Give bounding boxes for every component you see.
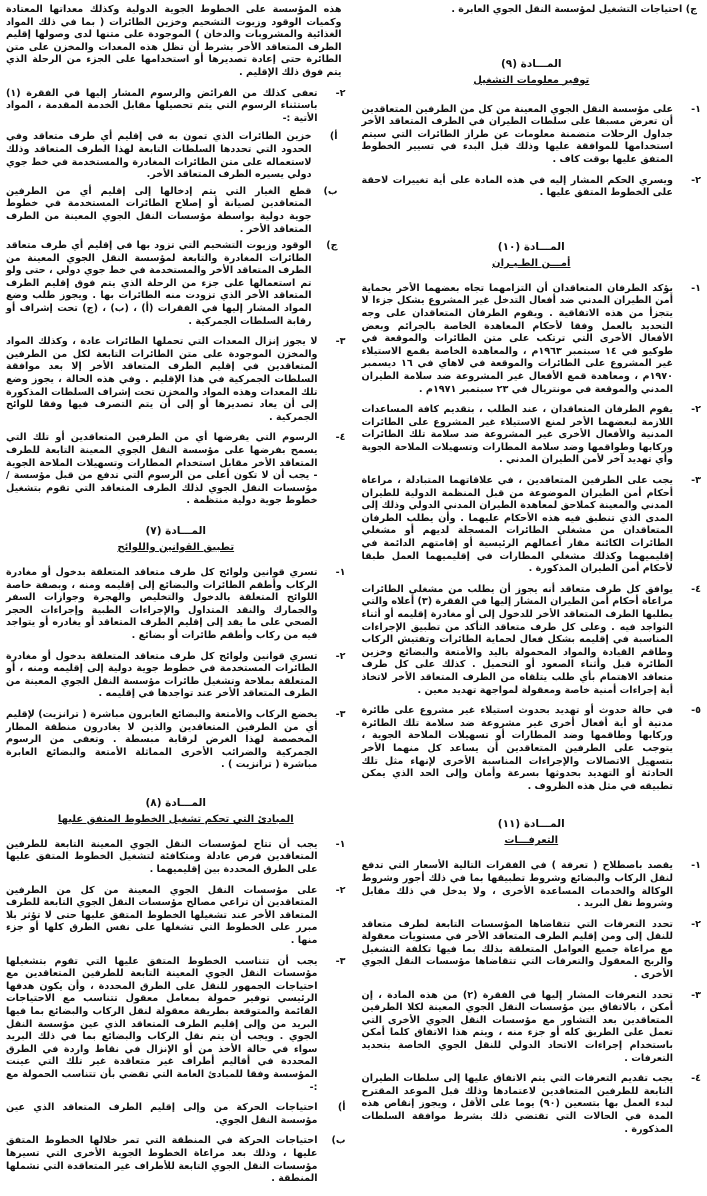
article-6-paragraph-2: ٢- تعفى كذلك من الفرائض والرسوم المشار إليها في الفقرة (١) باستثناء الرسوم التي يتم تحصيلها مقابل الخدمة المقدمة ، المواد الأتية :- (6, 87, 346, 124)
article-8-paragraph-1: ١- يجب أن تتاح لمؤسسات النقل الجوي المعينة التابعة للطرفين المتعاقدين فرص عادلة ومتكافئة لتشغيل الخطوط المتفق عليها على الطرق المحددة بين إقليميهما . (6, 838, 346, 876)
article-8-item-a: أ) احتياجات الحركة من وإلى إقليم الطرف المتعاقد الذي عين مؤسسة النقل الجوي. (6, 1102, 346, 1126)
article-10-title: المـــادة (١٠) (497, 240, 565, 253)
article-6-item-a: أ) خزين الطائرات الذي تمون به في إقليم أي طرف متعاقد وفي الحدود التي تحددها السلطات التابعة لهذا الطرف المتعاقد وذلك لاستعماله على متن الطائرات المغادرة والمستخدمة في خط جوي دولي يسيره الطرف المتعاقد الأخر. (6, 131, 338, 181)
article-8-paragraph-2: ٢- على مؤسسات النقل الجوي المعينة من كل من الطرفين المتعاقدين أن تراعي مصالح مؤسسات النقل الجوي التابعة للطرف المتعاقد الأخر عند تشغيلها الخطوط المتفق عليها حتى لا تؤثر بلا مبرر على الخطوط التي تشغلها على نفس الطرق كلها أو جزء منها . (6, 884, 346, 947)
article-10-paragraph-2: ٢- يقوم الطرفان المتعاقدان ، عند الطلب ، بتقديم كافة المساعدات اللازمة لبعضهما الأخر لمنع الاستيلاء غير المشروع على الطائرات المدنية والأفعال الأخرى غير المشروعة ضد سلامة تلك الطائرات وركابها وطواقمها وضد سلامة المطارات وتسهيلات الملاحة الجوية وأي تهديد آخر لأمن الطيران المدني . (361, 404, 701, 466)
article-7-paragraph-3: ٣- يخضع الركاب والأمتعة والبضائع العابرون مباشرة ( ترانزيت) لإقليم أي من الطرفين المتعاقدين والذين لا يغادرون منطقة المطار المخصصة لهذا الغرض لرقابة مبسطة . وتعفى من الرسوم الجمركية والضرائب الأخرى المماثلة الأمتعة والبضائع العابرة مباشرة ( ترانزيت ) . (6, 708, 346, 771)
article-8-item-b: ب) احتياجات الحركة في المنطقة التي تمر خلالها الخطوط المتفق عليها ، وذلك بعد مراعاة الخطوط الجوية الأخرى التي تسيرها مؤسسات النقل الجوي التابعة للأطراف غير المتعاقدة التي تشملها المنطقة . (6, 1135, 346, 1185)
article-10-paragraph-3: ٣- يجب على الطرفين المتعاقدين ، في علاقاتهما المتبادلة ، مراعاة أحكام أمن الطيران الموضوعة من قبل المنظمة الدولية للطيران المدني والمعينة كملاحق لمعاهدة الطيران المدني الدولي وذلك إلى المدى الذي تنطبق فيه هذه الأحكام عليهما . وأن يطلب الطرفان المتعاقدان من مشغلي الطائرات المسجلة لديهم أو مشغلي الطائرات الكائنة مقار أعمالهم الرئيسية أو إقامتهم الدائمة في إقليميهما وكذلك مشغلي المطارات في إقليميهما العمل طبقا لأحكام أمن الطيران المذكورة . (361, 475, 701, 575)
article-11-paragraph-1: ١- يقصد باصطلاح ( تعرفة ) في الفقرات التالية الأسعار التي تدفع لنقل الركاب والبضائع وشروط تطبيقها بما في ذلك أجور وشروط الوكالة والخدمات المساعدة الأخرى ، ولا يدخل في ذلك مقابل وشروط نقل البريد . (361, 860, 701, 910)
article-10-subtitle: أمـــن الطـيـران (492, 257, 571, 269)
article-9-paragraph-2: ٢- ويسري الحكم المشار إليه في هذه المادة على أية تغييرات لاحقة على الخطوط المتفق عليها . (361, 174, 701, 199)
article-11-subtitle: التعرفـــات (504, 835, 559, 847)
article-6-item-c: ج) الوقود وزيوت التشحيم التي تزود بها في إقليم أي طرف متعاقد الطائرات المغادرة والتابعة لمؤسسة النقل الجوي المعينة من الطرف المتعاقد الأخر والمستخدمة في خط جوي دولي ، حتى ولو تم استعمالها على جزء من الرحلة الذي يتم فوق إقليم الطرف المتعاقد الأخر الذي تزودت منه الطائرات بها . ويجوز طلب وضع المواد المشار إليها في الفقرات (أ) ، (ب) ، (ج) تحت إشراف أو رقابة السلطات الجمركية . (6, 240, 338, 327)
article-7-title: المـــادة (٧) (145, 524, 207, 537)
article-11-title: المـــادة (١١) (497, 818, 565, 831)
article-9-paragraph-1: ١- على مؤسسة النقل الجوي المعينة من كل من الطرفين المتعاقدين أن تعرض مسبقا على سلطات الطيران في الطرف المتعاقد الأخر جداول الرحلات متضمنة معلومات عن طراز الطائرات التي سيتم استخدامها للموافقة عليها وذلك قبل البدء في تسيير الخطوط المتفق عليها بوقت كاف . (361, 103, 701, 165)
article-10-paragraph-4: ٤- يوافق كل طرف متعاقد أنه يجوز أن يطلب من مشغلي الطائرات مراعاة أحكام أمن الطيران المشار إليها في الفقرة (٣) أعلاه والتي يطلبها الطرف المتعاقد الأخر للدخول إلى أو مغادرة إقليمه أو أثناء التواجد فيه . وعلى كل طرف متعاقد التأكد من تطبيق الإجراءات المناسبة في إقليمه بشكل فعال لحماية الطائرات وتفتيش الركاب وطاقم القيادة والمواد المحمولة باليد والأمتعة والبضائع وخزين الطائرة قبل وأثناء الصعود أو التحميل . كذلك على كل طرف متعاقد الاهتمام بأي طلب يتلقاه من الطرف المتعاقد الأخر لاتخاذ أية إجراءات أمنية خاصة ومعقولة لمواجهة تهديد معين . (361, 583, 701, 696)
article-10-paragraph-5: ٥- في حالة حدوث أو تهديد بحدوث استيلاء غير مشروع على طائرة مدنية أو أية أفعال أخرى غير مشروعة ضد سلامة تلك الطائرة وركابها وطاقمها وضد المطارات أو تسهيلات الملاحة الجوية ، يتوجب على الطرفين المتعاقدين أن يساعد كل منهما الأخر بتسهيل الاتصالات والإجراءات المناسبة الأخرى لإنهاء مثل تلك الحادثة أو التهديد بحدوثها بسرعة وأمان وإلى الحد الذي يمكن تطبيقه في مثل هذه الظروف . (361, 705, 701, 792)
paragraph-c-transit-needs: ج) احتياجات التشغيل لمؤسسة النقل الجوي العابرة . (451, 4, 697, 15)
article-11-paragraph-3: ٣- تحدد التعرفات المشار إليها في الفقرة (٢) من هذه المادة ، إن أمكن ، بالاتفاق بين مؤسسات النقل الجوي المعينة لكلا الطرفين المتعاقدين بعد التشاور مع مؤسسات النقل الجوي الأخرى التي تعمل على الطريق كله أو جزء منه ، ويتم هذا الاتفاق كلما أمكن باستخدام إجراءات الاتحاد الدولي للنقل الجوي الخاصة بتحديد التعرفات . (361, 989, 701, 1064)
article-11-paragraph-4: ٤- يجب تقديم التعرفات التي يتم الاتفاق عليها إلى سلطات الطيران التابعة للطرفين المتعاقدين لاعتمادها وذلك قبل الموعد المقترح لبدء العمل بها بتسعين (٩٠) يوما على الأقل ، ويجوز إنقاص هذه المدة في الحالات التي تقتضي ذلك بشرط موافقة السلطات المذكورة . (361, 1073, 701, 1135)
article-7-paragraph-1: ١- تسري قوانين ولوائح كل طرف متعاقد المتعلقة بدخول أو مغادرة الركاب وأطقم الطائرات والبضائع إلى إقليمه ومنه ، وبصفة خاصة اللوائح المتعلقة بالدخول والتخليص والهجرة وجوازات السفر والجمارك والنقد المتداول والإجراءات الطبية وإجراءات الحجر الصحي على ما يفد إلى إقليم الطرف المتعاقد أو يغادره أو يتواجد فيه من ركاب وأطقم طائرات أو بضائع . (6, 566, 346, 641)
article-6-item-b: ب) قطع الغيار التي يتم إدخالها إلى إقليم أي من الطرفين المتعاقدين لصيانة أو إصلاح الطائرات المستخدمة في خطوط جوية دولية بواسطة مؤسسات النقل الجوي المعينة من الطرف المتعاقد الأخر . (6, 185, 338, 235)
article-8-subtitle: المبادئ التي تحكم تشغيل الخطوط المتفق عليها (57, 813, 294, 825)
article-6-paragraph-3: ٣- لا يجوز إنزال المعدات التي تحملها الطائرات عادة ، وكذلك المواد والمخزن الموجودة على متن الطائرات التابعة لكل من الطرفين المتعاقدين في إقليم الطرف المتعاقد الأخر إلا بعد موافقة السلطات الجمركية في هذا الإقليم . وفي هذه الحالة ، يجوز وضع تلك المعدات وهذه المواد والمخزن تحت إشراف السلطات المذكورة إلى أن يعاد تصديرها أو إلى أن يتم التصرف فيها وفقا للوائح الجمركية . (6, 336, 346, 423)
article-6-continuation: هذه المؤسسة على الخطوط الجوية الدولية وكذلك معداتها المعتادة وكميات الوقود وزيوت التشحيم وخزين الطائرات ( بما في ذلك المواد الغذائية والمشروبات والدخان ) الموجودة على متنها لدى وصولها إقليم الطرف المتعاقد الأخر بشرط أن تظل هذه المعدات والمخزن على متن الطائرة حتى إعادة تصديرها أو استخدامها على الجزء من الرحلة الذي يتم فوق ذلك الإقليم . (6, 4, 342, 78)
article-7-subtitle: تطبيق القوانين واللوائح (117, 541, 235, 553)
article-10-paragraph-1: ١- يؤكد الطرفان المتعاقدان أن التزامهما تجاه بعضهما الأخر بحماية أمن الطيران المدني ضد أفعال التدخل غير المشروع يشكل جزءا لا يتجزأ من هذه الاتفاقية . ويقوم الطرفان المتعاقدان على وجه التحديد بالعمل وفقا لأحكام المعاهدة الخاصة بالجرائم وبعض الأفعال الأخرى التي ترتكب على متن الطائرات والموقعة في طوكيو في ١٤ سبتمبر ١٩٦٣م ، والمعاهدة الخاصة بقمع الاستيلاء غير المشروع على الطائرات والموقعة في لاهاي في ١٦ ديسمبر ١٩٧٠م ، ومعاهدة قمع الأفعال غير المشروعة ضد سلامة الطيران المدني والموقعة في مونتريال في ٢٣ سبتمبر ١٩٧١م . (361, 282, 701, 395)
article-9-title: المـــادة (٩) (500, 57, 562, 70)
left-column (6, 4, 346, 1186)
article-8-paragraph-3: ٣- يجب أن تتناسب الخطوط المتفق عليها التي تقوم بتشغيلها مؤسسات النقل الجوي المعينة التابعة للطرفين المتعاقدين مع احتياجات الجمهور للنقل على الطرق المحددة ، وأن يكون هدفها الرئيسي توفير حمولة بمعامل معقول تتناسب مع الاحتياجات القائمة والمتوقعة بطريقة معقولة لنقل الركاب والبضائع بما فيها البريد من وإلى إقليم الطرف المتعاقد الذي عين مؤسسة النقل الجوي . ويجب أن يتم نقل الركاب والبضائع بما في ذلك البريد سواء في حالة الأخذ من أو الإنزال في نقاط واردة في الطرق المحددة في أقاليم أطراف غير متعاقدة غير تلك التي عينت المؤسسة وفقا للمبادئ العامة التي تقضي بأن تتناسب الحمولة مع :- (6, 955, 346, 1093)
right-column (362, 4, 702, 1186)
article-8-title: المـــادة (٨) (145, 796, 207, 809)
article-7-paragraph-2: ٢- تسري قوانين ولوائح كل طرف متعاقد المتعلقة بدخول أو مغادرة الطائرات المستخدمة في خطوط جوية دولية إلى إقليمه ومنه ، أو المتعلقة بملاحة وتشغيل طائرات مؤسسة النقل الجوي المعينة من الطرف المتعاقد الأخر عند تواجدها في إقليمه . (6, 650, 346, 700)
article-6-paragraph-4: ٤- الرسوم التي يفرضها أي من الطرفين المتعاقدين أو تلك التي يسمح بفرضها على مؤسسة النقل الجوي المعينة التابعة للطرف المتعاقد الأخر مقابل استخدام المطارات وتسهيلات الملاحة الجوية - يجب أن لا تكون أعلى من الرسوم التي تدفع من قبل مؤسسة / مؤسسات النقل الجوي لذلك الطرف المتعاقد التي تقوم بتشغيل خطوط جوية دولية منتظمة . (6, 432, 346, 507)
article-9-subtitle: توفير معلومات التشغيل (473, 74, 590, 86)
article-11-paragraph-2: ٢- تحدد التعرفات التي تتقاضاها المؤسسات التابعة لطرف متعاقد للنقل إلى ومن إقليم الطرف المتعاقد الأخر في مستويات معقولة مع مراعاة جميع العوامل المتعلقة بذلك بما فيها تكلفة التشغيل والربح المعقول والتعرفات التي تتقاضاها مؤسسات النقل الجوي الأخرى . (361, 918, 701, 981)
